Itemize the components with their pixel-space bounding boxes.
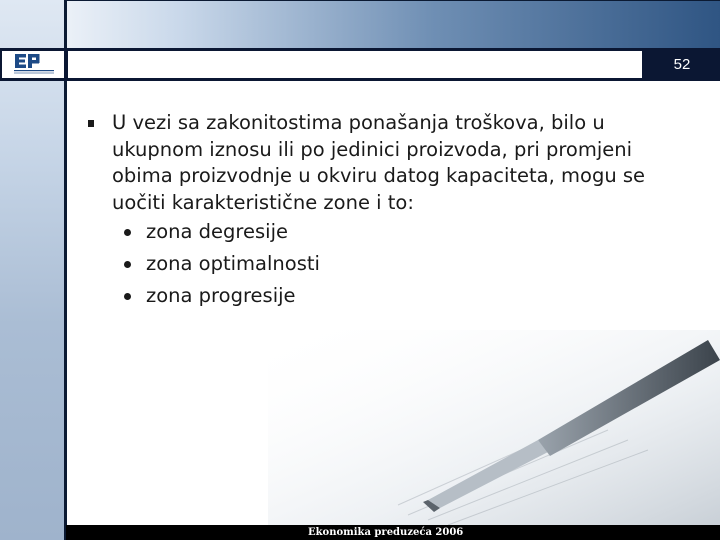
- page-number: 52: [644, 48, 720, 81]
- paragraph-text: U vezi sa zakonitostima ponašanja troškova, bilo u ukupnom iznosu ili po jedinici proizvoda, pri promjeni obima proizvodnje u okviru datog kapaciteta, mogu se uočiti karakteristične zone i to:: [112, 111, 646, 214]
- list-item: [88, 280, 698, 312]
- slide-title-box: [68, 51, 642, 78]
- footer-text: Ekonomika preduzeća 2006: [308, 527, 464, 538]
- square-bullet-icon: [88, 120, 94, 127]
- bullet-dot-icon: [124, 261, 131, 268]
- list-item-text: zona degresije: [146, 220, 289, 243]
- main-paragraph: [88, 110, 698, 216]
- top-border: [0, 0, 720, 1]
- list-item: [88, 216, 698, 248]
- top-gradient-band: [0, 0, 720, 48]
- list-item-text: zona optimalnosti: [146, 252, 320, 275]
- bullet-dot-icon: [124, 229, 131, 236]
- list-item-text: zona progresije: [146, 284, 296, 307]
- left-sidebar-band: [0, 0, 67, 540]
- slide-body: [88, 110, 698, 312]
- logo: [2, 51, 64, 78]
- fountain-pen-illustration: [68, 330, 720, 525]
- ep-logo-icon: [2, 51, 64, 78]
- bullet-dot-icon: [124, 293, 131, 300]
- list-item: [88, 248, 698, 280]
- left-divider: [64, 0, 66, 540]
